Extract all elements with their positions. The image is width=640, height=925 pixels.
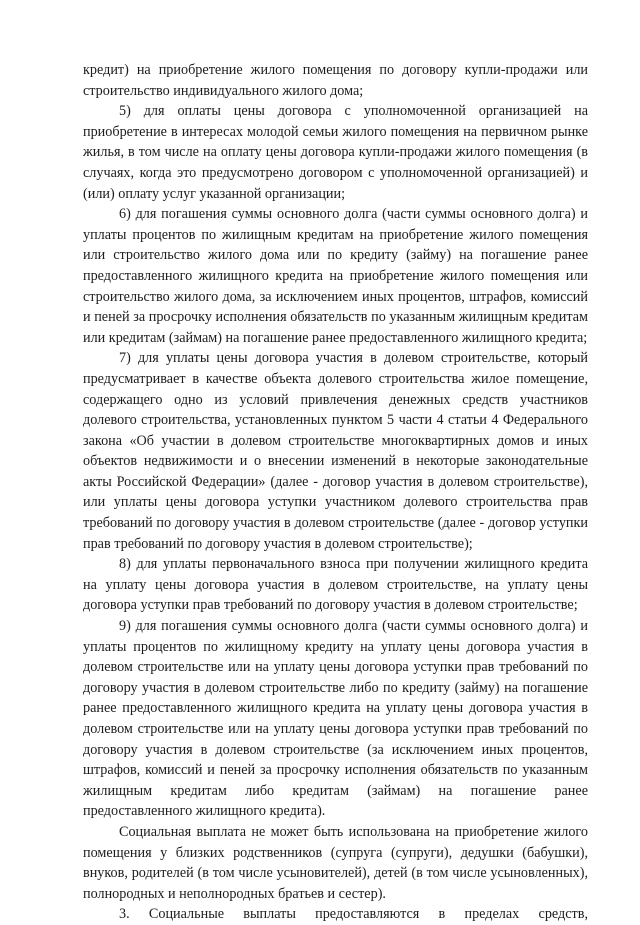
paragraph-1: кредит) на приобретение жилого помещения по договору купли-продажи или строительство индивидуального жилого дома;: [83, 62, 588, 99]
paragraph-section-3: 3. Социальные выплаты предоставляются в пределах средств,: [119, 906, 588, 923]
paragraph-item-5: 5) для оплаты цены договора с уполномоченной организацией на приобретение в интересах молодой семьи жилого помещения на первичном рынке жилья, в том числе на оплату цены договора купли-продажи жилого помещения (в случаях, когда это предусмотрено договором с уполномоченной организацией) и (или) оплату услуг указанной организации;: [83, 103, 588, 202]
paragraph-restriction: Социальная выплата не может быть использована на приобретение жилого помещения у близких родственников (супруга (супруги), дедушки (бабушки), внуков, родителей (в том числе усыновителей), детей (в том числе усыновленных), полнородных и неполнородных братьев и сестер).: [83, 823, 588, 902]
paragraph-item-7: 7) для уплаты цены договора участия в долевом строительстве, который предусматривает в качестве объекта долевого строительства жилое помещение, содержащего одно из условий привлечения денежных средств участников долевого строительства, установленных пунктом 5 части 4 статьи 4 Федерального закона «Об участии в долевом строительстве многоквартирных домов и иных объектов недвижимости и о внесении изменений в некоторые законодательные акты Российской Федерации» (далее - договор участия в долевом строительстве), или уплаты цены договора уступки участником долевого строительства прав требований по договору участия в долевом строительстве (далее - договор уступки прав требований по договору участия в долевом строительстве);: [83, 350, 588, 552]
paragraph-item-8: 8) для уплаты первоначального взноса при получении жилищного кредита на уплату цены договора участия в долевом строительстве, на уплату цены договора уступки прав требований по договору участия в долевом строительстве;: [83, 556, 588, 614]
paragraph-item-6: 6) для погашения суммы основного долга (части суммы основного долга) и уплаты процентов по жилищным кредитам на приобретение жилого помещения или строительство жилого дома или по кредиту (займу) на погашение ранее предоставленного жилищного кредита на приобретение жилого помещения или строительство жилого дома, за исключением иных процентов, штрафов, комиссий и пеней за просрочку исполнения обязательств по указанным жилищным кредитам или кредитам (займам) на погашение ранее предоставленного жилищного кредита;: [83, 206, 588, 346]
document-page: [83, 60, 588, 925]
paragraph-item-9: 9) для погашения суммы основного долга (части суммы основного долга) и уплаты процентов по жилищному кредиту на уплату цены договора участия в долевом строительстве или на уплату цены договора уступки прав требований по договору участия в долевом строительстве либо по кредиту (займу) на погашение ранее предоставленного жилищного кредита на уплату цены договора участия в долевом строительстве или на уплату цены договора уступки прав требований по договору участия в долевом строительстве (за исключением иных процентов, штрафов, комиссий и пеней за просрочку исполнения обязательств по указанным жилищным кредитам либо кредитам (займам) на погашение ранее предоставленного жилищного кредита).: [83, 618, 588, 820]
